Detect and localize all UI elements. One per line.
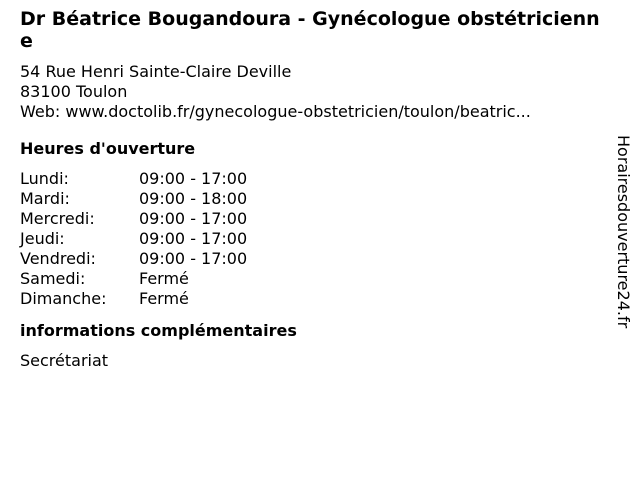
day-label: Jeudi:	[20, 229, 65, 248]
additional-info-text: Secrétariat	[20, 351, 109, 370]
day-hours: 09:00 - 17:00	[139, 229, 248, 248]
day-label: Samedi:	[20, 269, 86, 288]
opening-hours-table	[20, 169, 610, 309]
day-hours: Fermé	[139, 269, 189, 288]
hours-row-mercredi	[20, 209, 610, 229]
day-hours: 09:00 - 17:00	[139, 209, 248, 228]
hours-row-dimanche	[20, 289, 610, 309]
day-label: Mercredi:	[20, 209, 95, 228]
day-hours: 09:00 - 17:00	[139, 249, 248, 268]
hours-row-vendredi	[20, 249, 610, 269]
day-label: Lundi:	[20, 169, 69, 188]
day-hours: 09:00 - 17:00	[139, 169, 248, 188]
day-label: Dimanche:	[20, 289, 107, 308]
hours-row-lundi	[20, 169, 610, 189]
site-watermark: Horairesdouverture24.fr	[614, 135, 633, 329]
day-hours: Fermé	[139, 289, 189, 308]
street-address: 54 Rue Henri Sainte-Claire Deville	[20, 62, 292, 81]
hours-row-samedi	[20, 269, 610, 289]
day-label: Mardi:	[20, 189, 70, 208]
day-label: Vendredi:	[20, 249, 96, 268]
hours-row-jeudi	[20, 229, 610, 249]
city-postal-code: 83100 Toulon	[20, 82, 128, 101]
opening-hours-heading: Heures d'ouverture	[20, 139, 196, 158]
address-block	[20, 62, 610, 122]
hours-row-mardi	[20, 189, 610, 209]
business-card	[20, 8, 610, 371]
website-line: Web: www.doctolib.fr/gynecologue-obstetricien/toulon/beatric...	[20, 102, 531, 121]
additional-info-heading: informations complémentaires	[20, 321, 297, 340]
day-hours: 09:00 - 18:00	[139, 189, 248, 208]
page-title: Dr Béatrice Bougandoura - Gynécologue obstétricienne	[20, 8, 600, 52]
